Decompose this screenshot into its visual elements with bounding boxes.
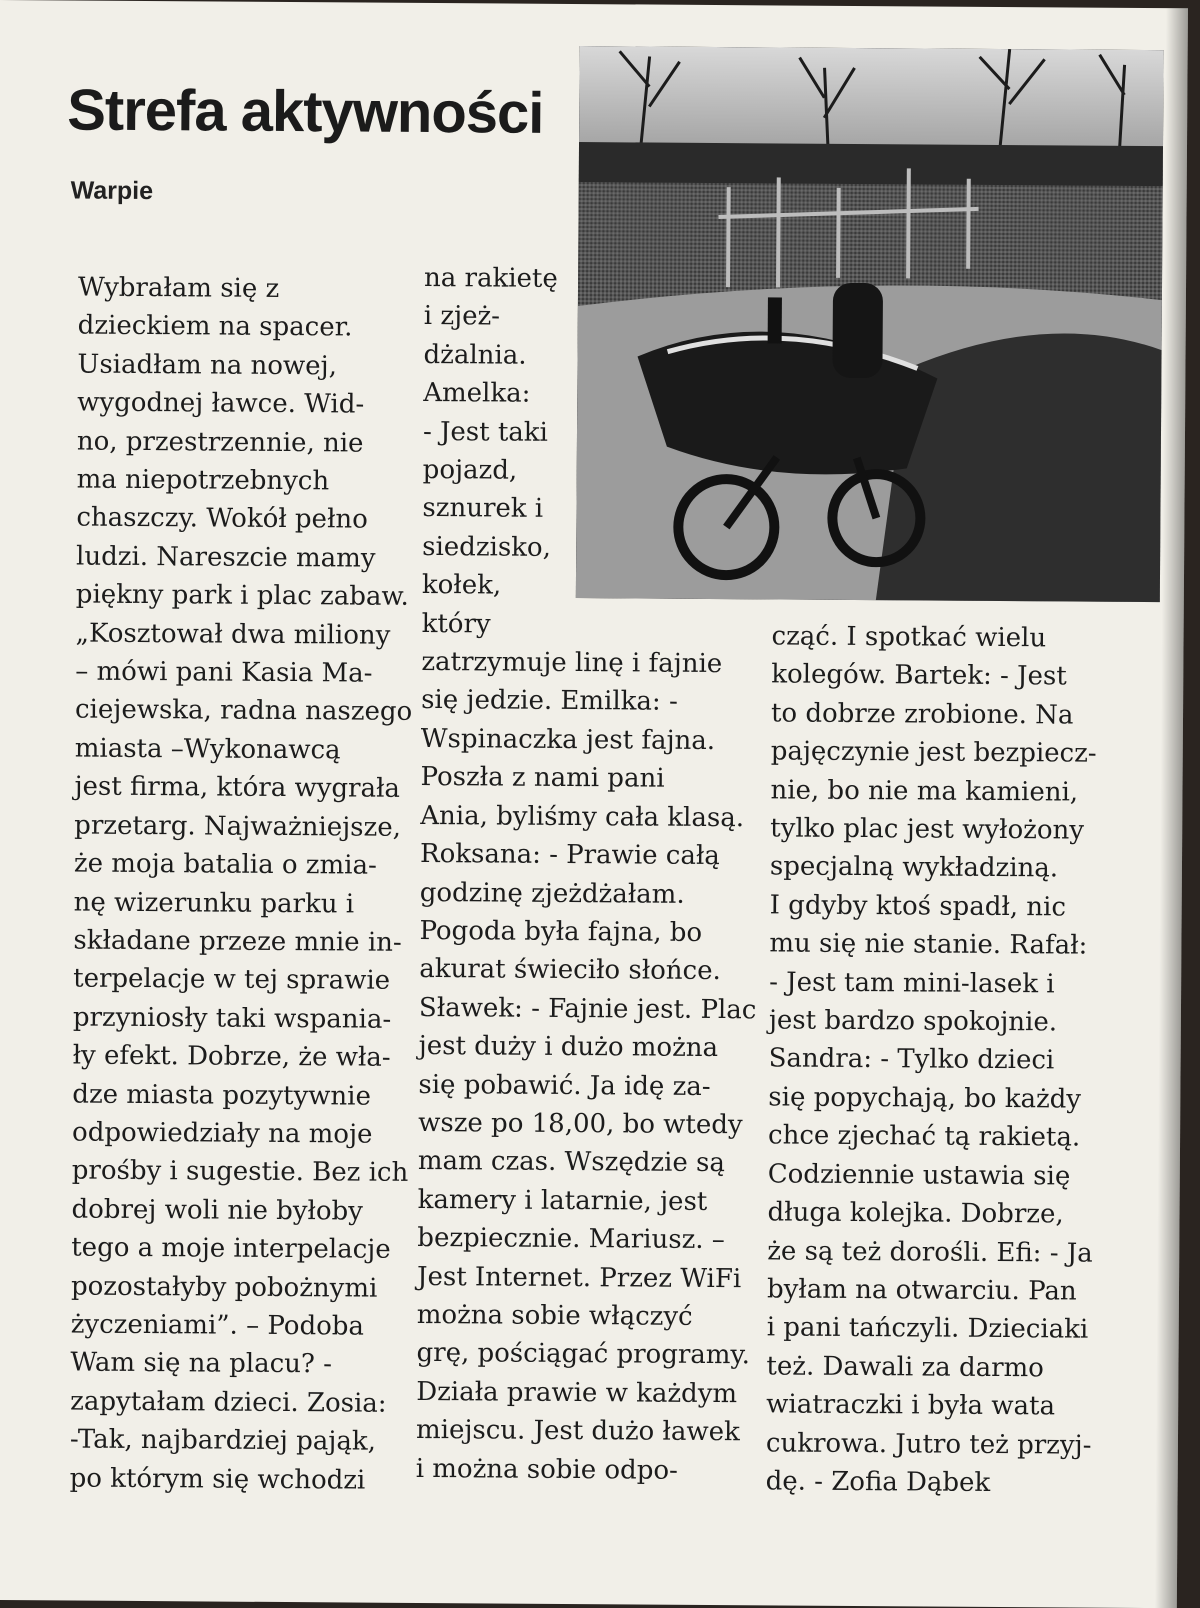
text-line: no, przestrzennie, nie <box>76 426 364 459</box>
article-title: Strefa aktywności <box>67 77 544 146</box>
text-line: Wam się na placu? - <box>70 1347 333 1380</box>
text-line: składane przeze mnie in- <box>73 925 402 958</box>
text-line: nie, bo nie ma kamieni, <box>770 775 1079 808</box>
text-line: sznurek i <box>422 493 544 525</box>
text-line: tylko plac jest wyłożony <box>770 813 1085 846</box>
text-line: cząć. I spotkać wielu <box>771 621 1047 654</box>
text-line: pozostałyby pobożnymi <box>70 1271 378 1304</box>
text-line: prośby i sugestie. Bez ich <box>71 1155 409 1189</box>
text-line: -Tak, najbardziej pająk, <box>69 1424 377 1457</box>
text-line: – mówi pani Kasia Ma- <box>75 656 373 689</box>
text-line: Ania, byliśmy cała klasą. <box>420 800 745 833</box>
text-line: Pogoda była fajna, bo <box>419 915 703 948</box>
text-line: Poszła z nami pani <box>420 762 665 794</box>
section-label: Warpie <box>70 176 154 206</box>
text-line: kolegów. Bartek: - Jest <box>771 659 1067 692</box>
text-line: cukrowa. Jutro też przyj- <box>765 1427 1092 1461</box>
text-line: „Kosztował dwa miliony <box>75 618 391 651</box>
text-line: że moja batalia o zmia- <box>73 848 377 881</box>
text-line: dze miasta pozytywnie <box>72 1079 372 1112</box>
text-line: specjalną wykładziną. <box>769 851 1059 884</box>
text-column-3 <box>766 617 1122 1503</box>
text-line: jest firma, która wygrała <box>74 771 401 805</box>
text-line: nę wizerunku parku i <box>73 887 355 919</box>
text-line: Codziennie ustawia się <box>767 1159 1071 1192</box>
text-line: wsze po 18,00, bo wtedy <box>418 1107 743 1141</box>
text-line: - Jest taki <box>422 416 549 448</box>
text-line: dzieckiem na spacer. <box>77 310 353 343</box>
text-line: po którym się wchodzi <box>69 1463 366 1496</box>
text-line: chce zjechać tą rakietą. <box>767 1120 1081 1153</box>
text-line: siedzisko, <box>422 531 552 563</box>
text-line: się pobawić. Ja idę za- <box>418 1069 711 1102</box>
text-line: i zjeż- <box>423 301 501 332</box>
text-line: grę, pościągać programy. <box>416 1338 751 1371</box>
text-line: Wybrałam się z <box>77 272 280 304</box>
text-line: jest bardzo spokojnie. <box>768 1005 1058 1038</box>
text-line: przetarg. Najważniejsze, <box>74 810 402 843</box>
text-line: odpowiedziały na moje <box>71 1117 373 1150</box>
text-line: miasta –Wykonawcą <box>74 733 341 766</box>
text-line: to dobrze zrobione. Na <box>770 698 1074 731</box>
text-line: też. Dawali za darmo <box>766 1351 1044 1384</box>
text-line: chaszczy. Wokół pełno <box>76 502 368 536</box>
text-line: wygodnej ławce. Wid- <box>77 387 365 420</box>
text-line: dżalnia. <box>423 339 527 371</box>
text-column-1 <box>70 269 414 1500</box>
text-line: Wspinaczka jest fajna. <box>420 723 716 756</box>
text-line: ludzi. Nareszcie mamy <box>76 541 376 574</box>
text-line: wiatraczki i była wata <box>766 1389 1056 1422</box>
text-line: ły efekt. Dobrze, że wła- <box>72 1040 391 1073</box>
text-line: Działa prawie w każdym <box>416 1376 738 1409</box>
text-line: się jedzie. Emilka: - <box>421 685 678 718</box>
text-line: kołek, <box>421 570 502 601</box>
text-line: kamery i latarnie, jest <box>417 1184 708 1217</box>
text-line: można sobie włączyć <box>416 1299 693 1332</box>
text-line: Amelka: <box>423 378 531 409</box>
text-line: zatrzymuje linę i fajnie <box>421 647 723 680</box>
text-line: dobrej woli nie byłoby <box>71 1194 364 1227</box>
text-line: pajęczynie jest bezpiecz- <box>770 736 1097 769</box>
text-line: byłam na otwarciu. Pan <box>766 1274 1077 1307</box>
text-line: Usiadłam na nowej, <box>77 349 338 382</box>
text-line: i można sobie odpo- <box>415 1453 678 1486</box>
text-line: Sandra: - Tylko dzieci <box>768 1043 1055 1076</box>
text-line: Sławek: - Fajnie jest. Plac <box>418 992 757 1026</box>
text-line: życzeniami”. – Podoba <box>70 1309 365 1342</box>
text-line: - Jest tam mini-lasek i <box>769 967 1055 1000</box>
text-line: pojazd, <box>422 454 518 486</box>
text-line: godzinę zjeżdżałam. <box>419 877 685 910</box>
text-line: i pani tańczyli. Dzieciaki <box>766 1312 1089 1345</box>
text-line: ciejewska, radna naszego <box>74 695 413 728</box>
text-line: bezpiecznie. Mariusz. – <box>417 1223 725 1256</box>
text-line: długa kolejka. Dobrze, <box>767 1197 1064 1230</box>
text-line: I gdyby ktoś spadł, nic <box>769 890 1067 923</box>
text-line: akurat świeciło słońce. <box>419 954 721 987</box>
text-line: piękny park i plac zabaw. <box>75 579 409 613</box>
text-line: przyniosły taki wspania- <box>72 1002 392 1035</box>
text-line: jest duży i dużo można <box>418 1031 719 1064</box>
text-line: mu się nie stanie. Rafał: <box>769 928 1088 961</box>
text-line: mam czas. Wszędzie są <box>417 1146 726 1179</box>
text-line: ma niepotrzebnych <box>76 464 330 497</box>
text-line: Jest Internet. Przez WiFi <box>416 1261 742 1294</box>
text-line: na rakietę <box>423 262 558 294</box>
text-line: dę. - Zofia Dąbek <box>765 1466 991 1498</box>
text-column-2 <box>415 259 757 1490</box>
text-line: zapytałam dzieci. Zosia: <box>70 1386 387 1419</box>
text-line: że są też dorośli. Efi: - Ja <box>767 1235 1093 1269</box>
text-line: który <box>421 608 491 640</box>
text-line: miejscu. Jest dużo ławek <box>415 1415 740 1448</box>
text-line: Roksana: - Prawie całą <box>419 839 720 872</box>
text-line: się popychają, bo każdy <box>768 1082 1082 1115</box>
text-line: terpelacje w tej sprawie <box>73 963 391 997</box>
text-line: tego a moje interpelacje <box>71 1232 391 1265</box>
